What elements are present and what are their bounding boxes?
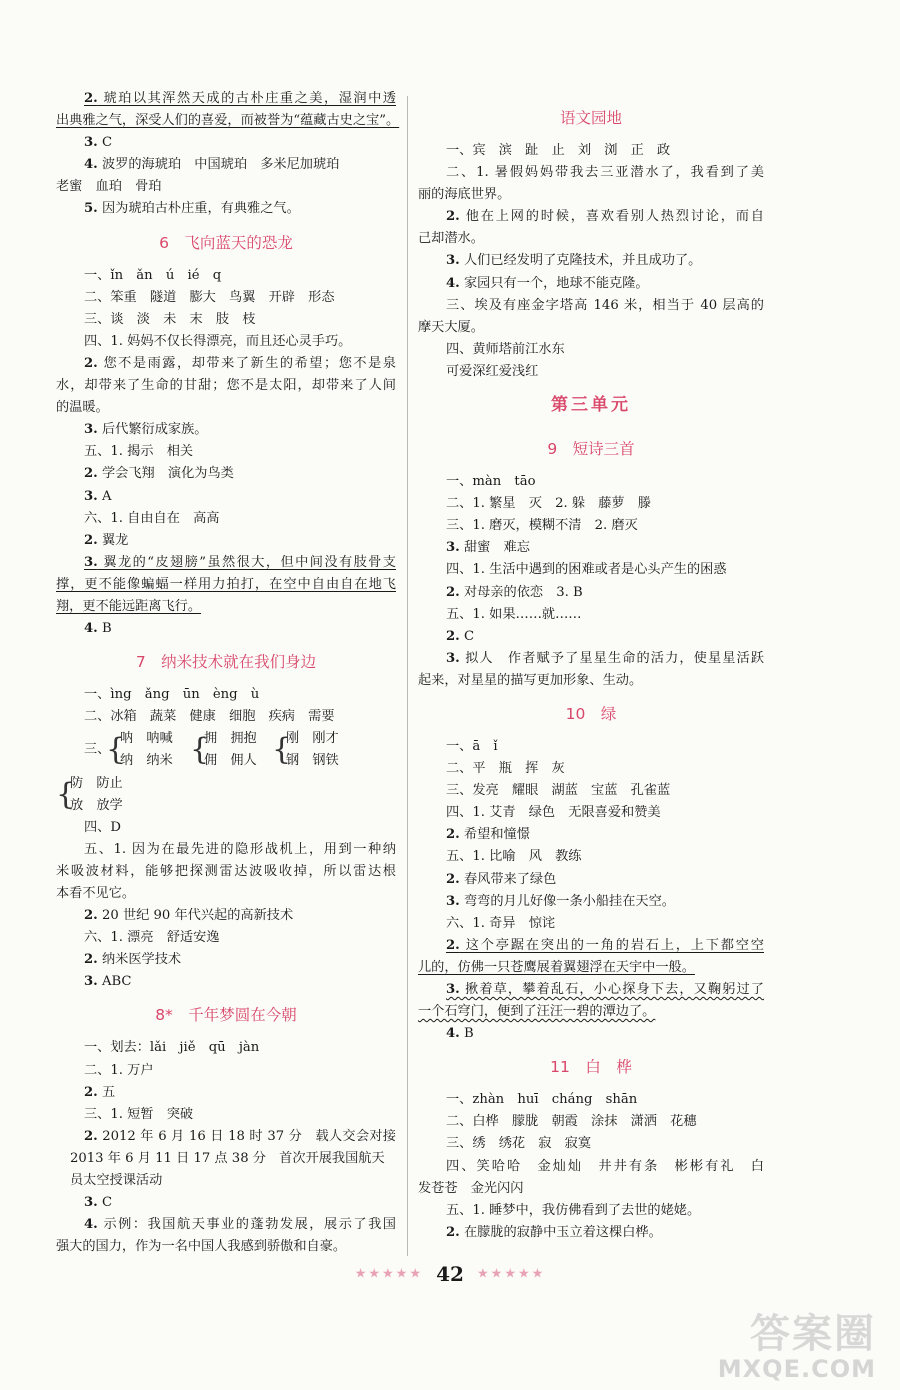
answer-line: 二、1. 繁星 灭 2. 躲 藤萝 滕: [446, 496, 651, 512]
answer-line: 一、ìng ǎng ūn èng ù: [84, 687, 260, 703]
answer-line: 四、1. 生活中遇到的困难或者是心头产生的困惑: [446, 562, 727, 578]
answer-line: 米吸波材料，能够把探测雷达波吸收掉，所以雷达根: [56, 863, 396, 879]
answer-line: 本看不见它。: [56, 886, 136, 901]
answer-line: 五、1. 比喻 风 教练: [446, 849, 582, 865]
watermark-logo: 答案圈: [750, 1311, 876, 1357]
answer-line: 3. 拟人 作者赋予了星星生命的活力，使星星活跃: [446, 650, 764, 666]
watermark-url: MXQE.COM: [717, 1355, 876, 1383]
word-pair: 纳 纳米: [120, 753, 173, 769]
answer-line: 3. 揪着草，攀着乱石，小心探身下去，又鞠躬过了: [446, 982, 764, 997]
brace-icon: {: [190, 732, 210, 768]
answer-line: 3. C: [84, 1195, 113, 1211]
word-pair: 钢 钢铁: [286, 753, 339, 769]
answer-line: 三、1. 磨灭，模糊不清 2. 磨灭: [446, 518, 638, 534]
answer-line: 二、平 瓶 挥 灰: [446, 761, 565, 777]
answer-line: 一个石穹门，便到了汪汪一碧的潭边了。: [418, 1004, 656, 1020]
section-title-10: 10 绿: [565, 704, 617, 723]
answer-line: 5. 因为琥珀古朴庄重，有典雅之气。: [84, 201, 300, 217]
answer-line: 摩天大厦。: [418, 319, 484, 335]
answer-line: 二、笨重 隧道 膨大 鸟翼 开辟 形态: [84, 289, 335, 305]
answer-line: 2. 翼龙: [84, 532, 129, 548]
answer-line: 2. 在朦胧的寂静中玉立着这棵白桦。: [446, 1224, 662, 1240]
word-pair: 佣 佣人: [204, 753, 257, 769]
answer-line: 四、1. 艾青 绿色 无限喜爱和赞美: [446, 805, 661, 821]
unit-title: 第三单元: [551, 395, 631, 416]
answer-line: 五、1. 睡梦中，我仿佛看到了去世的姥姥。: [446, 1202, 701, 1218]
word-pair: 拥 拥抱: [204, 731, 257, 747]
answer-line: 2. 学会飞翔 演化为鸟类: [84, 466, 234, 482]
answer-line: 2. 琥珀以其浑然天成的古朴庄重之美，湿润中透: [84, 91, 396, 106]
answer-line: 3. 弯弯的月儿好像一条小船挂在天空。: [446, 893, 675, 909]
answer-line: 一、màn tāo: [446, 474, 536, 490]
word-pair: 防 防止: [70, 775, 123, 791]
answer-line: 员太空授课活动: [70, 1173, 163, 1189]
answer-line: 翔，更不能远距离飞行。: [56, 598, 202, 614]
word-group-row: [56, 773, 396, 817]
answer-line: 起来，对星星的描写更加形象、生动。: [418, 672, 643, 688]
answer-line: 强大的国力，作为一名中国人我感到骄傲和自豪。: [56, 1239, 347, 1255]
answer-line: 2. 他在上网的时候，喜欢看别人热烈讨论，而自: [446, 209, 764, 225]
answer-line: 二、1. 暑假妈妈带我去三亚潜水了，我看到了美: [446, 165, 764, 181]
answer-line: 2. 纳米医学技术: [84, 952, 182, 968]
answer-line: 二、白桦 朦胧 朝霞 涂抹 潇洒 花穗: [446, 1114, 697, 1130]
answer-line: 3. 翼龙的“皮翅膀”虽然很大，但中间没有肢骨支: [84, 554, 396, 570]
answer-line: 三、绣 绣花 寂 寂寞: [446, 1136, 592, 1152]
answer-line: 儿的，仿佛一只苍鹰展着翼翅浮在天宇中一般。: [418, 959, 695, 975]
answer-line: 一、zhàn huī cháng shān: [446, 1092, 638, 1108]
answer-line: 4. 家园只有一个，地球不能克隆。: [446, 275, 649, 291]
answer-line: 三、发亮 耀眼 湖蓝 宝蓝 孔雀蓝: [446, 783, 671, 799]
answer-line: 五、1. 因为在最先进的隐形战机上，用到一种纳: [84, 841, 396, 857]
answer-line: 己却潜水。: [418, 231, 484, 247]
answer-line: 六、1. 奇异 惊诧: [446, 915, 556, 931]
answer-line: 二、冰箱 蔬菜 健康 细胞 疾病 需要: [84, 709, 335, 725]
section-title-8: 8* 千年梦圆在今朝: [155, 1006, 297, 1025]
answer-line: 3. ABC: [84, 974, 132, 990]
answer-line: 四、D: [84, 819, 121, 835]
answer-line: 3. 人们已经发明了克隆技术，并且成功了。: [446, 253, 702, 269]
page-number: 42: [436, 1262, 464, 1286]
word-pair: 呐 呐喊: [120, 731, 173, 747]
brace-icon: {: [272, 732, 292, 768]
watermark: [676, 1302, 876, 1382]
page-footer: [0, 1262, 900, 1286]
answer-line: 出典雅之气，深受人们的喜爱，而被誉为“蕴藏古史之宝”。: [56, 113, 400, 129]
answer-line: 四、笑哈哈 金灿灿 井井有条 彬彬有礼 白: [446, 1158, 764, 1174]
answer-line: 三、1. 短暂 突破: [84, 1106, 194, 1122]
answer-line: 2. 五: [84, 1084, 116, 1100]
answer-line: 二、1. 万户: [84, 1062, 154, 1078]
section-title-yuwen-yuandi: 语文园地: [559, 109, 622, 127]
answer-line: 发苍苍 金光闪闪: [418, 1180, 524, 1196]
answer-line: 四、1. 妈妈不仅长得漂亮，而且还心灵手巧。: [84, 333, 352, 349]
star-icon-row: ★★★★★: [354, 1266, 423, 1282]
answer-line: 一、宾 滨 趾 止 刘 浏 正 政: [446, 143, 671, 158]
word-group-row: [56, 728, 396, 772]
answer-line: 老蜜 血珀 骨珀: [56, 179, 162, 195]
answer-line: 六、1. 漂亮 舒适安逸: [84, 930, 220, 946]
answer-line: 的温暖。: [56, 400, 109, 416]
word-pair: 刚 刚才: [286, 731, 339, 747]
answer-line: 4. B: [84, 621, 112, 637]
answer-line: 三、埃及有座金字塔高 146 米，相当于 40 层高的: [446, 297, 764, 313]
section-title-11: 11 白 桦: [550, 1058, 632, 1077]
answer-line: 3. 后代繁衍成家族。: [84, 422, 208, 438]
answer-line: 一、ǐn ǎn ú ié q: [84, 267, 222, 283]
right-column: [418, 96, 764, 1244]
answer-line: 四、黄师塔前江水东: [446, 341, 565, 357]
answer-line: 2. 20 世纪 90 年代兴起的高新技术: [84, 908, 294, 924]
answer-line: 一、划去：lǎi jiě qū jàn: [84, 1040, 260, 1056]
star-icon-row: ★★★★★: [477, 1266, 546, 1282]
answer-line: 4. 示例：我国航天事业的蓬勃发展，展示了我国: [84, 1217, 396, 1233]
answer-line: 2. 这个亭踞在突出的一角的岩石上，上下都空空: [446, 937, 764, 953]
answer-line: 4. 波罗的海琥珀 中国琥珀 多米尼加琥珀: [84, 157, 340, 173]
answer-line: 2013 年 6 月 11 日 17 点 38 分 首次开展我国航天: [70, 1150, 385, 1166]
answer-line: 可爱深红爱浅红: [446, 363, 539, 379]
section-title-6: 6 飞向蓝天的恐龙: [159, 233, 293, 252]
answer-line: 六、1. 自由自在 高高: [84, 510, 220, 526]
answer-line: 水，却带来了生命的甘甜；您不是太阳，却带来了人间: [56, 378, 396, 394]
answer-line: 2. C: [446, 628, 475, 644]
section-title-7: 7 纳米技术就在我们身边: [135, 653, 317, 672]
answer-line: 3. A: [84, 488, 112, 504]
answer-line: 丽的海底世界。: [418, 187, 511, 203]
brace-icon: {: [106, 732, 126, 768]
answer-line: 2. 对母亲的依恋 3. B: [446, 584, 583, 600]
answer-line: 2. 希望和憧憬: [446, 827, 530, 843]
answer-line: 五、1. 揭示 相关: [84, 444, 194, 460]
brace-icon: {: [56, 776, 76, 812]
column-divider: [407, 96, 408, 1256]
answer-line: 2. 您不是雨露，却带来了新生的希望；您不是泉: [84, 355, 396, 371]
answer-line: 2. 2012 年 6 月 16 日 18 时 37 分 载人交会对接: [84, 1128, 396, 1144]
answer-line: 3. 甜蜜 难忘: [446, 540, 530, 556]
section-title-9: 9 短诗三首: [547, 440, 635, 459]
answer-line: 3. C: [84, 135, 113, 151]
answer-line: 2. 春风带来了绿色: [446, 871, 557, 887]
answer-line: 一、ā ǐ: [446, 738, 498, 754]
answer-line: 五、1. 如果……就……: [446, 606, 582, 622]
answer-line: 撑，更不能像蝙蝠一样用力拍打，在空中自由自在地飞: [56, 576, 396, 592]
group-label: 三、: [84, 742, 111, 758]
answer-line: 三、谈 淡 未 末 肢 枝: [84, 311, 256, 327]
left-column: [56, 88, 400, 1258]
word-pair: 放 放学: [70, 797, 123, 813]
answer-line: 4. B: [446, 1026, 474, 1042]
